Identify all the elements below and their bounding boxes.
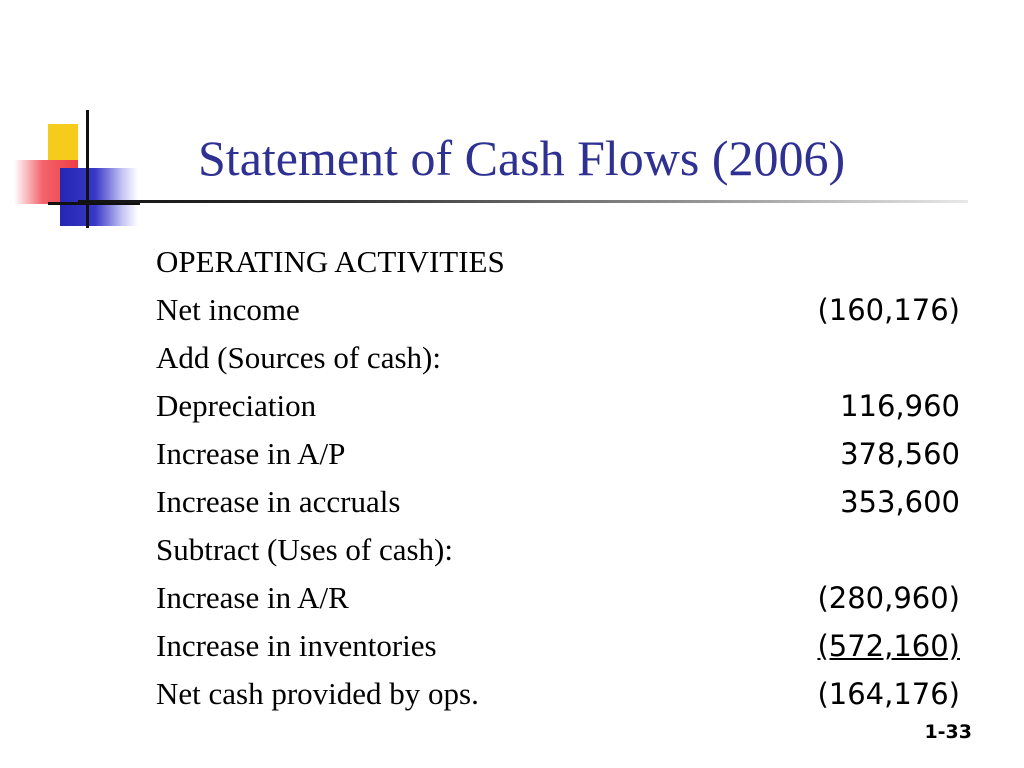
- row-amount: (280,960): [817, 581, 960, 615]
- table-row: [156, 478, 960, 526]
- row-label: Increase in inventories: [156, 628, 437, 663]
- decorative-blue-square: [60, 168, 138, 226]
- row-amount: 353,600: [840, 485, 960, 519]
- row-label: Add (Sources of cash):: [156, 340, 441, 375]
- row-amount: (164,176): [817, 677, 960, 711]
- row-label: Depreciation: [156, 388, 317, 423]
- table-row: [156, 286, 960, 334]
- row-amount: 116,960: [840, 389, 960, 423]
- row-label: Increase in A/R: [156, 580, 349, 615]
- title-underline-rule: [78, 200, 968, 203]
- row-label: Subtract (Uses of cash):: [156, 532, 453, 567]
- slide-title: Statement of Cash Flows (2006): [198, 130, 846, 186]
- row-amount: (160,176): [817, 293, 960, 327]
- row-label: OPERATING ACTIVITIES: [156, 244, 505, 279]
- row-amount: 378,560: [840, 437, 960, 471]
- decorative-vertical-line: [86, 110, 89, 228]
- table-row: [156, 622, 960, 670]
- row-amount: (572,160): [817, 629, 960, 663]
- table-row: [156, 238, 960, 286]
- row-label: Net cash provided by ops.: [156, 676, 479, 711]
- row-amount: [727, 334, 960, 382]
- table-row: [156, 430, 960, 478]
- table-row: [156, 670, 960, 718]
- table-row: [156, 574, 960, 622]
- row-amount: [727, 526, 960, 574]
- table-row: [156, 334, 960, 382]
- row-amount: [727, 238, 960, 286]
- row-label: Increase in A/P: [156, 436, 346, 471]
- table-row: [156, 382, 960, 430]
- slide-number: 1-33: [924, 721, 972, 743]
- table-row: [156, 526, 960, 574]
- cash-flow-statement-table: [156, 238, 960, 718]
- row-label: Net income: [156, 292, 300, 327]
- row-label: Increase in accruals: [156, 484, 401, 519]
- decorative-yellow-square: [48, 124, 78, 162]
